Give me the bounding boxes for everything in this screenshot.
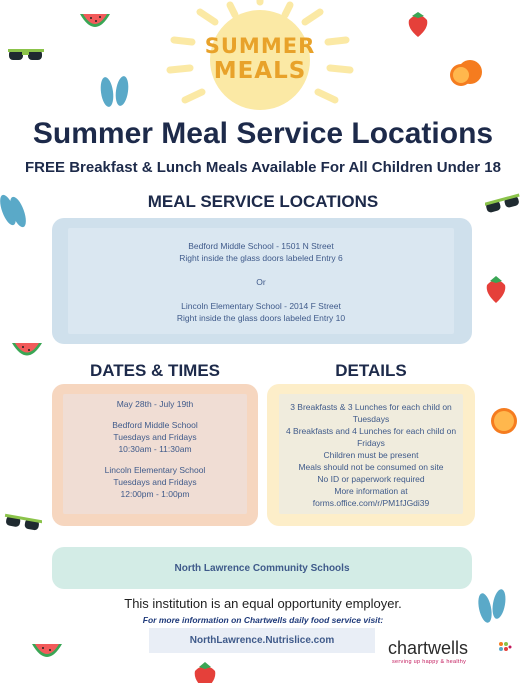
details-line: 4 Breakfasts and 4 Lunches for each child on — [285, 426, 457, 436]
chartwells-tagline: serving up happy & healthy — [392, 659, 467, 665]
page-subtitle: FREE Breakfast & Lunch Meals Available For All Children Under 18 — [25, 159, 501, 176]
nutrislice-link-text[interactable]: NorthLawrence.Nutrislice.com — [189, 635, 335, 646]
details-heading: DETAILS — [335, 361, 407, 380]
site2-note: Right inside the glass doors labeled Entry 10 — [176, 313, 346, 323]
details-line: Tuesdays — [352, 414, 390, 424]
locations-text — [68, 240, 454, 324]
or-separator: Or — [256, 277, 266, 287]
date-range: May 28th - July 19th — [116, 399, 194, 409]
more-info-text: For more information on Chartwells daily food service visit: — [142, 615, 384, 625]
sunglasses-icon — [4, 513, 42, 533]
strawberry-icon — [192, 660, 218, 683]
details-line: Fridays — [357, 438, 385, 448]
logo-meals: MEALS — [213, 58, 307, 84]
site2-name: Lincoln Elementary School - 2014 F Street — [181, 301, 341, 311]
district-banner — [52, 547, 472, 589]
sunglasses-icon — [8, 46, 44, 64]
nutrislice-link[interactable] — [149, 628, 375, 653]
strawberry-icon — [406, 10, 430, 38]
logo-summer: SUMMER — [204, 34, 316, 58]
orange-slice-icon — [448, 58, 484, 88]
flip-flops-icon — [98, 75, 132, 109]
watermelon-icon — [10, 340, 44, 362]
chartwells-dots-icon — [498, 641, 512, 655]
locations-heading: MEAL SERVICE LOCATIONS — [147, 192, 379, 211]
equal-opportunity-statement: This institution is an equal opportunity employer. — [124, 596, 402, 611]
dates-site2-name: Lincoln Elementary School — [104, 465, 206, 475]
watermelon-icon — [30, 640, 64, 664]
strawberry-icon — [484, 274, 508, 304]
details-line: Meals should not be consumed on site — [298, 462, 444, 472]
page-title: Summer Meal Service Locations — [32, 117, 494, 150]
details-line: 3 Breakfasts & 3 Lunches for each child on — [290, 402, 452, 412]
orange-slice-icon — [486, 406, 522, 436]
details-text — [279, 401, 463, 509]
dates-heading: DATES & TIMES — [89, 361, 221, 380]
chartwells-wordmark: chartwells — [388, 638, 469, 658]
site1-note: Right inside the glass doors labeled Entry 6 — [179, 253, 343, 263]
dates-text — [63, 398, 247, 500]
district-name: North Lawrence Community Schools — [174, 562, 350, 574]
site1-name: Bedford Middle School - 1501 N Street — [188, 241, 334, 251]
dates-site1-days: Tuesdays and Fridays — [113, 432, 197, 442]
details-line: No ID or paperwork required — [317, 474, 425, 484]
dates-site1-name: Bedford Middle School — [112, 420, 198, 430]
watermelon-icon — [78, 10, 112, 34]
dates-site2-time: 12:00pm - 1:00pm — [120, 489, 190, 499]
details-line: More information at — [334, 486, 408, 496]
details-line: Children must be present — [323, 450, 419, 460]
dates-site2-days: Tuesdays and Fridays — [113, 477, 197, 487]
dates-site1-time: 10:30am - 11:30am — [118, 444, 192, 454]
details-line: forms.office.com/r/PM1fJGdi39 — [312, 498, 430, 508]
